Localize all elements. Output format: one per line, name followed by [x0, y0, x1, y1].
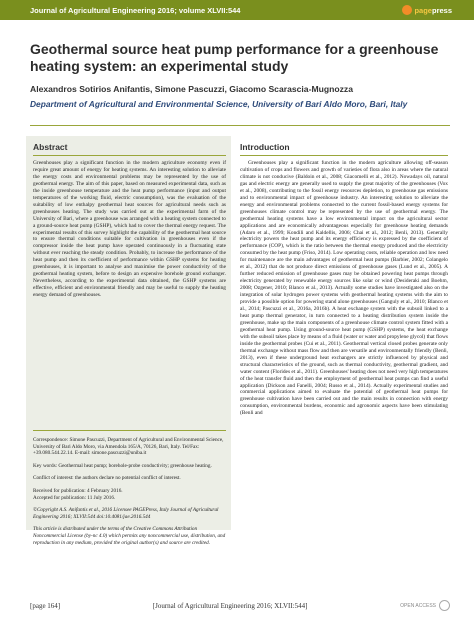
journal-header-bar: [0, 0, 474, 20]
abstract-heading: Abstract: [33, 142, 68, 152]
copyright-note: ©Copyright A.S. Anifantis et al., 2016 Licensee PAGEPress, Italy Journal of Agricultural Engineering 2016; XLVII:544 doi:10.4081/jae.2016.544: [33, 507, 219, 520]
journal-line: Journal of Agricultural Engineering 2016; volume XLVII:544: [30, 5, 241, 15]
article-title: Geothermal source heat pump performance for a greenhouse heating system: an experimental study: [30, 41, 439, 74]
pagepress-logo-icon: [402, 5, 412, 15]
footer-journal: [Journal of Agricultural Engineering 2016; XLVII:544]: [152, 601, 308, 610]
keywords-note: Key words: Geothermal heat pump; borehole-probe conductivity; greenhouse heating.: [33, 462, 212, 469]
accepted-note: Accepted for publication: 11 July 2016.: [33, 494, 116, 501]
introduction-heading: Introduction: [240, 142, 290, 152]
conflict-note: Conflict of interest: the authors declare no potential conflict of interest.: [33, 475, 181, 482]
pagepress-logo-text: pagepress: [414, 5, 452, 15]
header-divider: [30, 125, 450, 126]
notes-divider: [33, 430, 226, 431]
article-notes: [33, 437, 226, 552]
open-access-label: OPEN ACCESS: [400, 602, 436, 609]
article-affiliation: Department of Agricultural and Environmental Science, University of Bari Aldo Moro, Bari, Italy: [30, 99, 408, 109]
correspondence-note: Correspondence: Simone Pascuzzi, Department of Agricultural and Environmental Science, University of Bari Aldo Moro, via Amendola 165/A, 70126, Bari, Italy. Tel/Fax: +39.080.544.22.14. E-mail: simone.pascuzzi@uniba.it: [33, 437, 224, 457]
pagepress-logo: [402, 5, 452, 15]
received-note: Received for publication: 4 February 2016.: [33, 487, 123, 494]
introduction-heading-rule: [240, 155, 448, 156]
abstract-text: Greenhouses play a significant function in the modern agriculture economy even if require great amount of energy for heating systems. An interesting solution to alleviate the energy costs and environmental problems may be represented by the use of geothermal energy. The aim of this paper, based on measured experimental data, such as the inside greenhouse temperature and the heat pump performance (input and output temperatures of the working fluid, electric consumption), was the evaluation of the suitability of low enthalpy geothermal heat sources for agricultural needs such as greenhouses heating. The study was carried out at the experimental farm of the University of Bari, where a greenhouse was arranged with a heating system connected to a ground-source heat pump (GSHP), which had to cover the thermal energy request. The experimental results of this survey highlight the capability of the geothermal heat source to ensure thermal conditions suitable for cultivation in greenhouses even if the compressor inside the heat pump have operated continuously in a fluctuating state without ever reaching the steady condition. Probably, to increase the performance of the heat pump and then its coefficient of performance within GSHP systems for heating greenhouses, it is important to analyse and maximise the power conductivity of the geothermal heating system, before to design an expensive borehole ground exchanger. Nevertheless, according to the experimental data obtained, the GSHP systems are effective, efficient and environmental friendly and may be useful to supply the heating energy demand of greenhouses.: [33, 160, 226, 299]
open-access-icon: [439, 600, 450, 611]
license-note: This article is distributed under the terms of the Creative Commons Attribution Noncommercial License (by-nc 4.0) which permits any noncommercial use, distribution, and reproduction in any medium, provided the original author(s) and source are credited.: [33, 526, 226, 546]
article-authors: Alexandros Sotirios Anifantis, Simone Pascuzzi, Giacomo Scarascia-Mugnozza: [30, 84, 353, 94]
introduction-text: Greenhouses play a significant function in the modern agriculture allowing off-season cultivation of crops and flowers and growth of varieties of flora also in areas where the natural climate is not conducive (Baldoin et al., 2008; Giacomelli et al., 2012). Nowadays oil, natural gas and electric energy are generally used to supply the great majority of the greenhouses (Vox et al., 2008), contributing to the fossil energy resources depletion, to greenhouse gas emissions and to environmental impact of greenhouse industry. An interesting solution to alleviate the energy and environmental problems connected to the current fossil-based energy systems for greenhouses climate control may be represented by the use of geothermal energy. The geothermal heating systems have a low environmental impact on the agricultural sector applications and are economically advantageous especially for greenhouse heating demands (Adaro et al., 1999; Kondili and Kaldellis, 2006; Chai et al., 2012; Benli, 2013). Generally electricity powers the heat pump and its energy efficiency is expressed by the coefficient of performance (COP), which is the ratio between the thermal energy produced and the electricity consumed by the heat pump (Friso, 2014). Low operating costs, reliable operation and low need for maintenance are the main advantages of geothermal heat pumps (Barbier, 2002; Colangelo et al., 2012) that do not produce direct emissions of greenhouse gases (Lund et al., 2005). A further reduced emission of greenhouse gases may be obtained powering heat pumps through electricity generated by renewable energy sources like solar or wind (Desideraki and Boehm, 2008; Ozgener, 2010; Blanco et al., 2013). Actually some studies have investigated also on the integration of solar hydrogen power systems with geothermal heating systems with the aim to provide a possible option for powering stand alone greenhouses (Ganguly et al., 2010; Blanco et al., 2014; Pascuzzi et al., 2016a, 2016b). A heat exchange system with the subsoil linked to a heat pump thermal generator, in turn connected to a heating distribution system inside the greenhouse, make up the main components of a greenhouse climate control system fitted with a geothermal heat pump. Using ground-source heat pump (GSHP) systems, the heat exchange with the subsoil takes place by means of a fluid (water or water and propylene glycol) that flows inside the geothermal probes (Cui et al., 2011). Geothermal vertical closed probes generate only thermal exchange without mass flow and then are versatile and environmentally friendly (Benli, 2013), even if these underground heat exchangers are strictly influenced by physical and structural characteristics of the ground, such as thermal conductivity, geothermal gradient, and water content (Florides et al., 2011). Greenhouses' heating does not need very high temperatures of the heat transfer fluid and then the employment of geothermal heat pumps can find a useful application (Dickson and Fanelli, 2004; Russo et al., 2014). Actually experimental studies and commercial applications aimed to evaluate the potential of geothermal heat pumps for greenhouse cultivation have been carried out and the main results in connection with energy consumption, environmental burdens, economic and agronomic aspects have been stimulating (Benli and: [240, 160, 448, 417]
open-access-badge: [400, 600, 450, 611]
page-number: [page 164]: [30, 601, 61, 610]
abstract-heading-rule: [33, 155, 226, 156]
page-footer: [30, 600, 450, 611]
